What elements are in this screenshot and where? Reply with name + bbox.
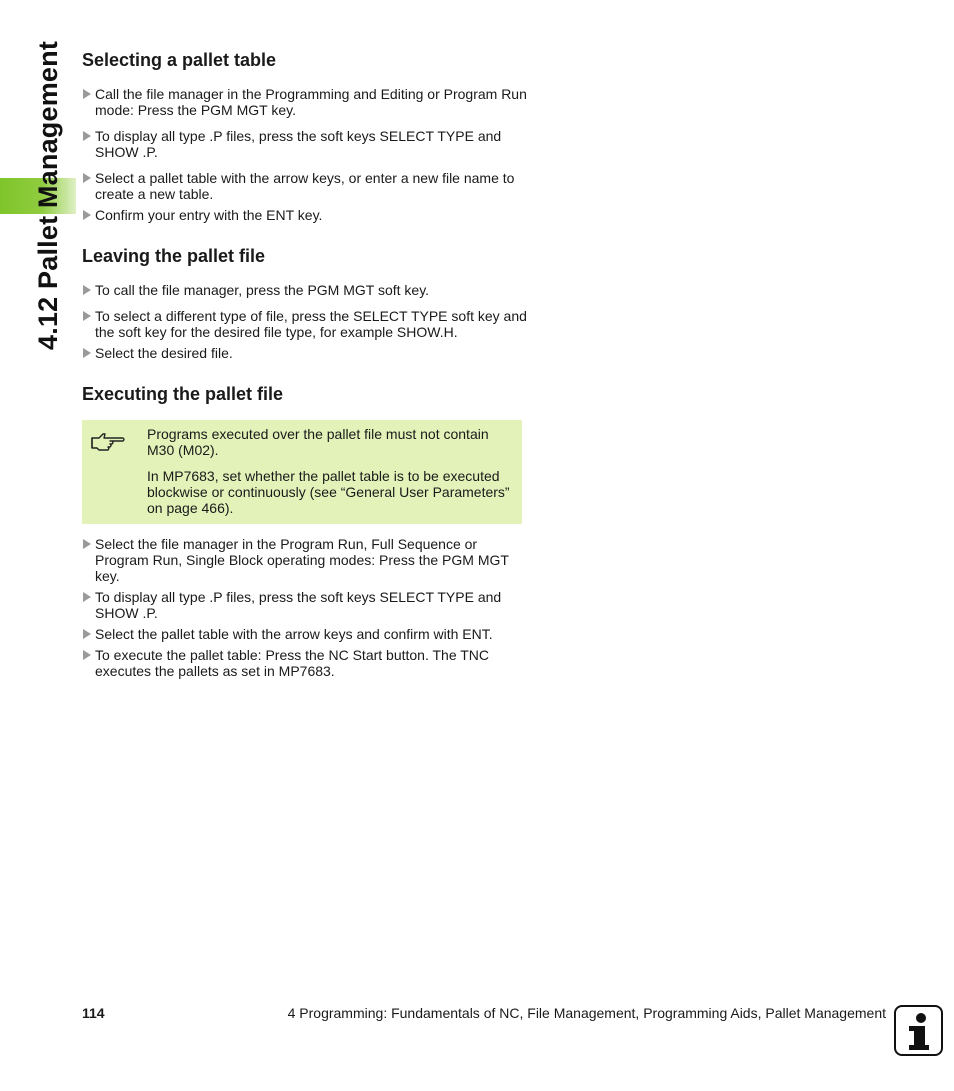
list-item: Select a pallet table with the arrow keys, or enter a new file name to create a new table. [82,170,527,202]
section-heading: Leaving the pallet file [82,246,266,266]
arrow-bullet-icon [83,173,91,183]
arrow-bullet-icon [83,131,91,141]
list-item: To display all type .P files, press the soft keys SELECT TYPE and SHOW .P. [82,589,527,621]
section-heading: Selecting a pallet table [82,50,277,70]
section-executing-pallet-file [82,382,527,679]
section-leaving-pallet-file [82,244,527,361]
arrow-bullet-icon [83,592,91,602]
list-item: Select the file manager in the Program Run, Full Sequence or Program Run, Single Block operating modes: Press the PGM MGT key. [82,536,527,584]
step-list [82,86,527,223]
page-content [82,48,527,700]
arrow-bullet-icon [83,210,91,220]
note-paragraph: Programs executed over the pallet file must not contain M30 (M02). [147,426,489,458]
page-number: 114 [82,1005,105,1021]
arrow-bullet-icon [83,539,91,549]
chapter-title: 4.12 Pallet Management [33,40,63,350]
arrow-bullet-icon [83,348,91,358]
note-box [82,420,522,524]
footer-chapter-text: 4 Programming: Fundamentals of NC, File Management, Programming Aids, Pallet Management [287,1005,886,1021]
arrow-bullet-icon [83,629,91,639]
info-glyph-icon [896,1007,941,1054]
info-icon [894,1005,943,1056]
list-item: Confirm your entry with the ENT key. [82,207,527,223]
section-heading: Executing the pallet file [82,384,284,404]
list-item: Call the file manager in the Programming and Editing or Program Run mode: Press the PGM MGT key. [82,86,527,118]
list-item: To call the file manager, press the PGM MGT soft key. [82,282,527,298]
pointing-hand-icon [90,430,126,452]
section-selecting-pallet-table [82,48,527,223]
arrow-bullet-icon [83,89,91,99]
arrow-bullet-icon [83,650,91,660]
list-item: Select the pallet table with the arrow keys and confirm with ENT. [82,626,527,642]
list-item: To execute the pallet table: Press the NC Start button. The TNC executes the pallets as set in MP7683. [82,647,527,679]
step-list [82,536,527,679]
list-item: Select the desired file. [82,345,527,361]
arrow-bullet-icon [83,311,91,321]
list-item: To select a different type of file, press the SELECT TYPE soft key and the soft key for the desired file type, for example SHOW.H. [82,308,527,340]
list-item: To display all type .P files, press the soft keys SELECT TYPE and SHOW .P. [82,128,527,160]
arrow-bullet-icon [83,285,91,295]
step-list [82,282,527,361]
note-paragraph: In MP7683, set whether the pallet table is to be executed blockwise or continuously (see “General User Parameters” on page 466). [147,468,510,516]
